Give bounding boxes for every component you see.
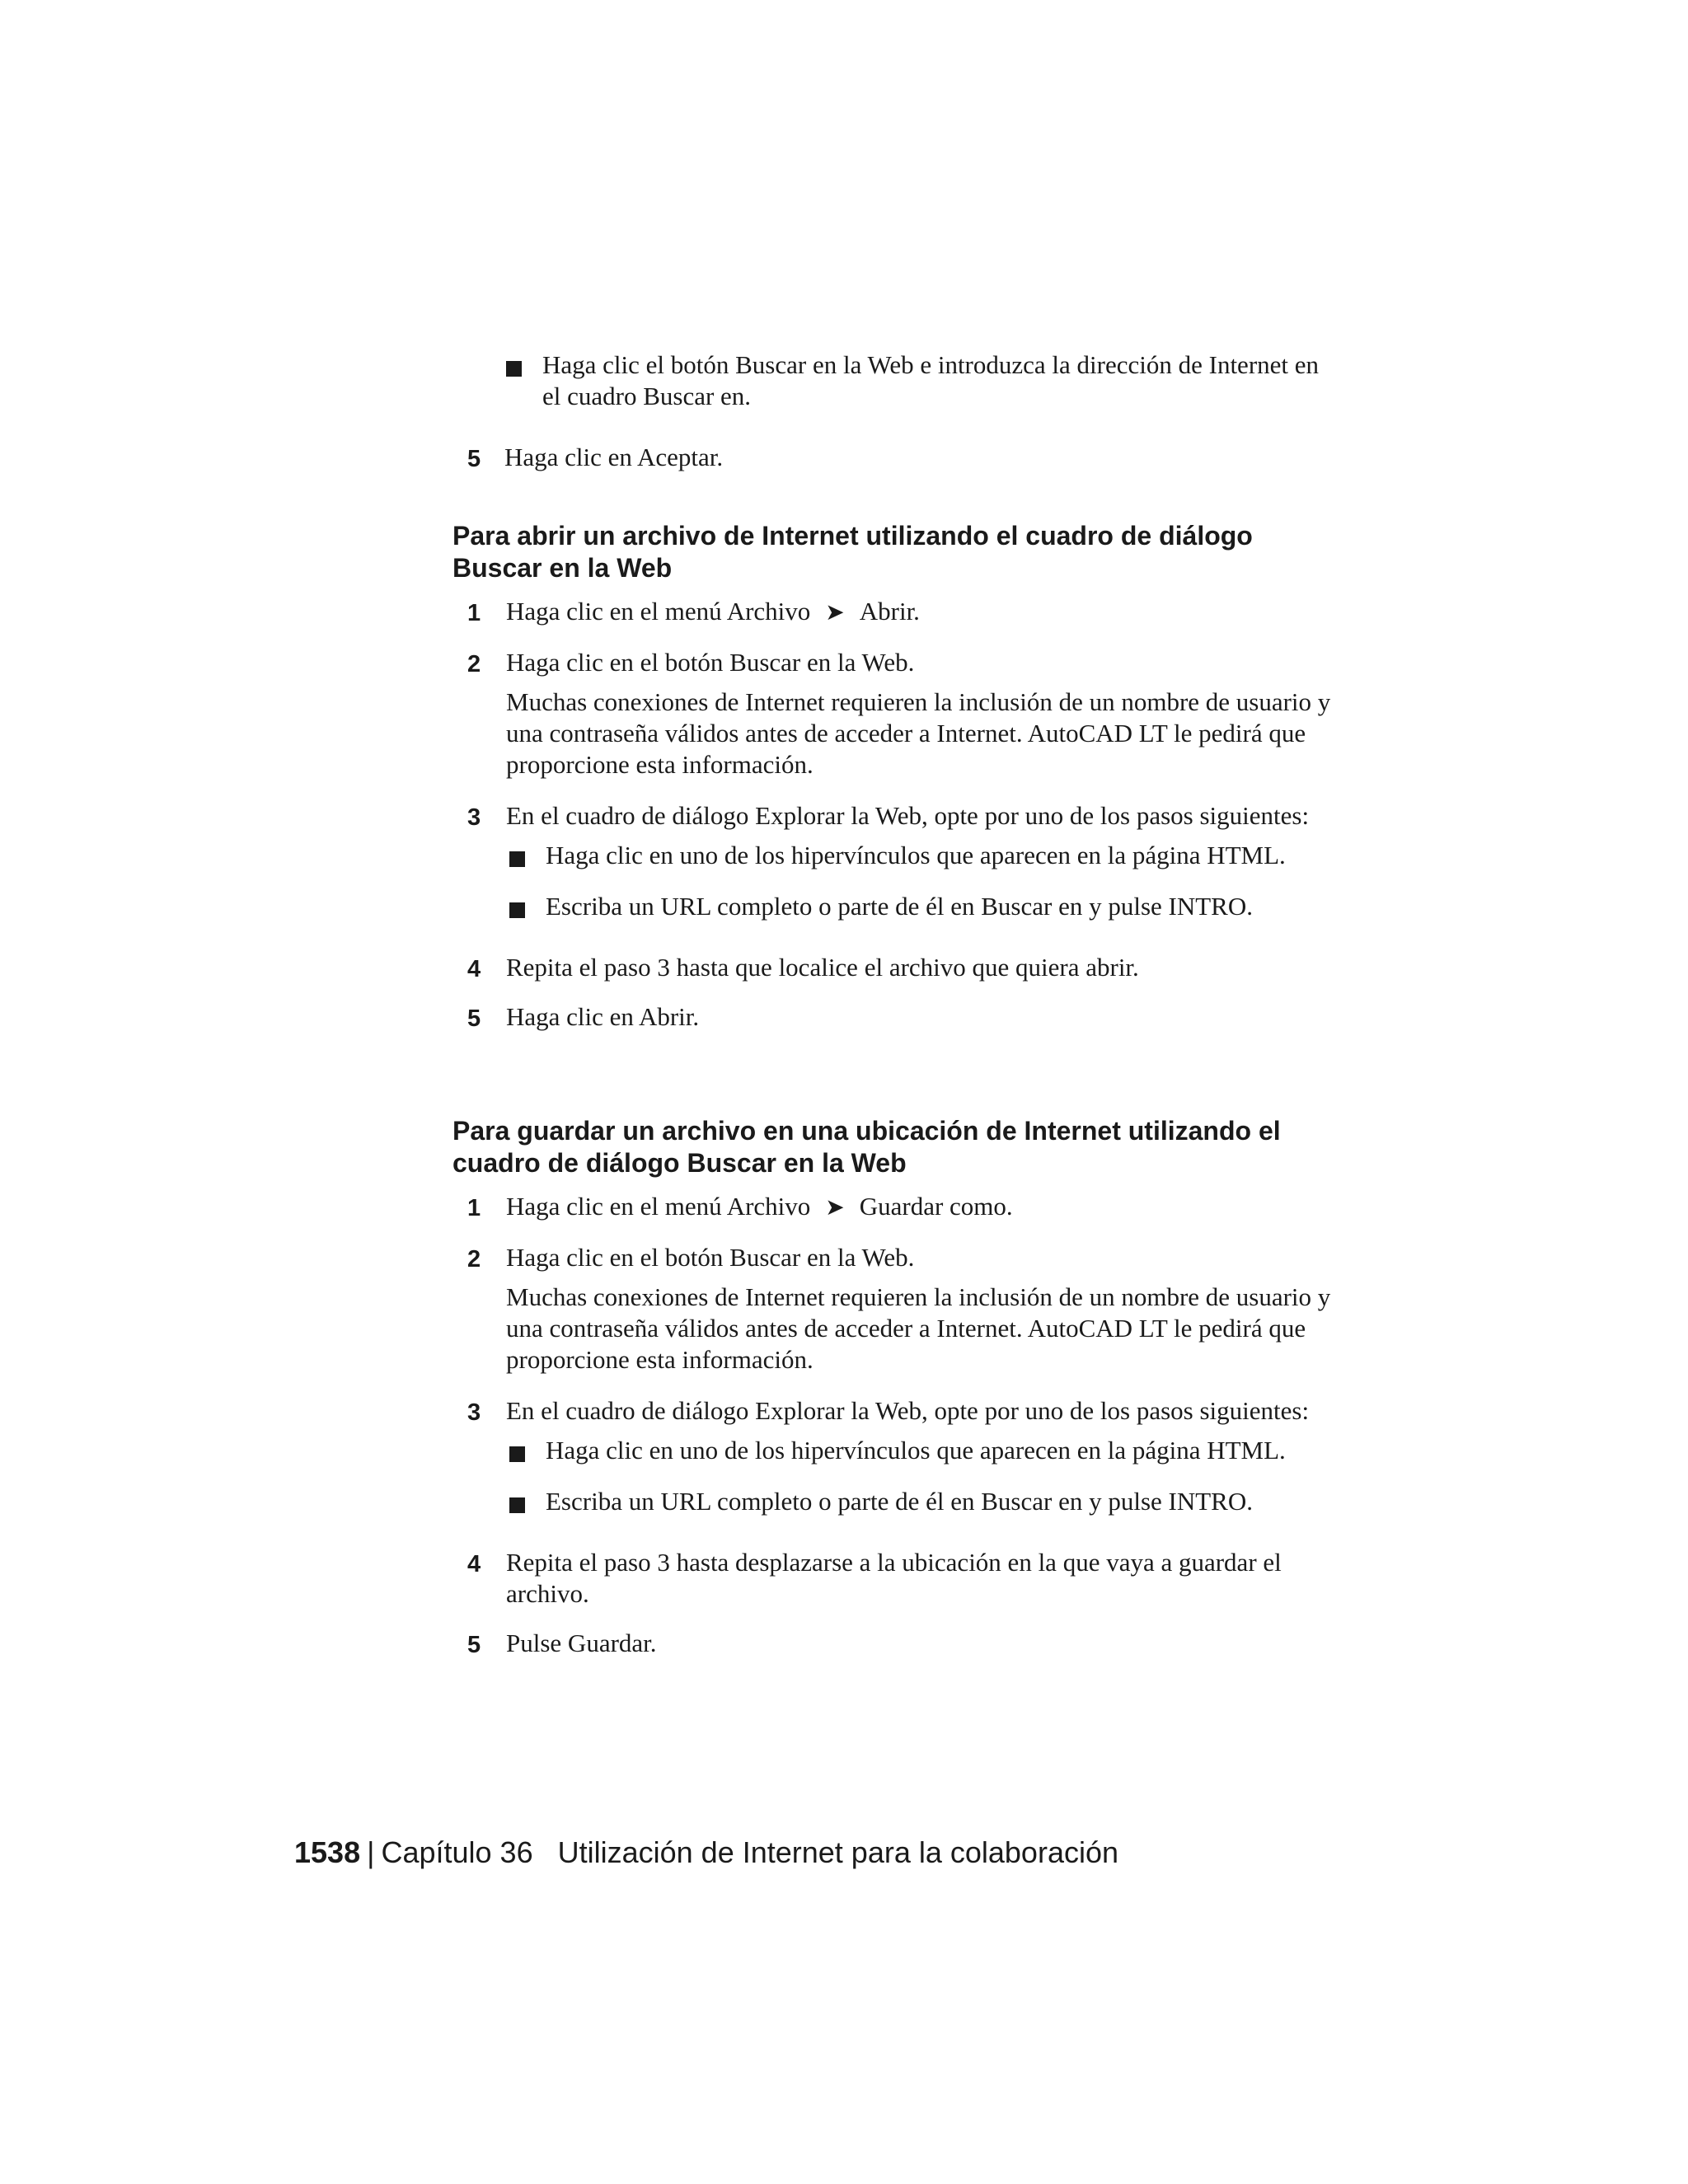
bullet-text: Escriba un URL completo o parte de él en Buscar en y pulse INTRO. bbox=[546, 1487, 1253, 1516]
page-footer bbox=[294, 1835, 1118, 1871]
step-text: Haga clic en Abrir. bbox=[506, 1002, 700, 1031]
square-bullet-icon bbox=[509, 1446, 525, 1462]
footer-separator: | bbox=[367, 1835, 375, 1869]
menu-arrow-icon: ➤ bbox=[825, 1195, 845, 1221]
step-item bbox=[467, 800, 1343, 832]
bullet-item bbox=[506, 1486, 1343, 1517]
step-note: Muchas conexiones de Internet requieren la inclusión de un nombre de usuario y una contraseña válidos antes de acceder a Internet. AutoCAD LT le pedirá que proporcione esta información. bbox=[506, 1282, 1331, 1374]
step-text: Haga clic en el botón Buscar en la Web. bbox=[506, 648, 915, 677]
square-bullet-icon bbox=[509, 851, 525, 867]
bullet-text: Haga clic en uno de los hipervínculos que aparecen en la página HTML. bbox=[546, 841, 1286, 869]
step-text: Repita el paso 3 hasta que localice el archivo que quiera abrir. bbox=[506, 953, 1139, 982]
bullet-text: Escriba un URL completo o parte de él en Buscar en y pulse INTRO. bbox=[546, 892, 1253, 921]
bullet-item bbox=[506, 891, 1343, 922]
step-item bbox=[467, 952, 1343, 983]
square-bullet-icon bbox=[509, 1497, 525, 1513]
open-file-section bbox=[452, 520, 1343, 1033]
step-text: Haga clic en el botón Buscar en la Web. bbox=[506, 1243, 915, 1272]
step-text: Abrir. bbox=[859, 597, 920, 626]
square-bullet-icon bbox=[506, 361, 522, 377]
step-number: 5 bbox=[467, 1005, 481, 1032]
step-number: 5 bbox=[467, 1632, 481, 1658]
bullet-item bbox=[503, 349, 1335, 412]
step-item bbox=[467, 596, 1343, 629]
chapter-label: Capítulo 36 bbox=[381, 1835, 533, 1869]
bullet-text: Haga clic en uno de los hipervínculos que aparecen en la página HTML. bbox=[546, 1436, 1286, 1465]
step-text: Haga clic en el menú Archivo bbox=[506, 1192, 811, 1221]
step-text: En el cuadro de diálogo Explorar la Web, opte por uno de los pasos siguientes: bbox=[506, 801, 1310, 830]
step-note: Muchas conexiones de Internet requieren la inclusión de un nombre de usuario y una contraseña válidos antes de acceder a Internet. AutoCAD LT le pedirá que proporcione esta información. bbox=[506, 687, 1331, 779]
step-number: 2 bbox=[467, 1246, 481, 1272]
step-text: Pulse Guardar. bbox=[506, 1629, 657, 1657]
step-number: 3 bbox=[467, 804, 481, 831]
step-item bbox=[467, 442, 723, 473]
save-file-section bbox=[452, 1115, 1343, 1659]
step-text: Haga clic en el menú Archivo bbox=[506, 597, 811, 626]
step-item bbox=[467, 647, 1343, 678]
bullet-item bbox=[506, 840, 1343, 871]
step-item bbox=[467, 1547, 1343, 1610]
step-item bbox=[467, 1395, 1343, 1427]
chapter-title: Utilización de Internet para la colaboración bbox=[557, 1835, 1119, 1869]
step-number: 5 bbox=[467, 446, 481, 472]
step-number: 1 bbox=[467, 1195, 481, 1221]
step-item bbox=[467, 1191, 1343, 1224]
step-text: Guardar como. bbox=[859, 1192, 1013, 1221]
step-number: 3 bbox=[467, 1399, 481, 1426]
bullet-item bbox=[506, 1435, 1343, 1466]
step-text: Haga clic en Aceptar. bbox=[504, 443, 724, 471]
step-number: 1 bbox=[467, 600, 481, 626]
step-item bbox=[467, 1628, 1343, 1659]
step-item bbox=[467, 1242, 1343, 1273]
step-number: 4 bbox=[467, 956, 481, 982]
step-number: 2 bbox=[467, 651, 481, 677]
step-text: Repita el paso 3 hasta desplazarse a la ubicación en la que vaya a guardar el archivo. bbox=[506, 1548, 1282, 1608]
section-heading: Para abrir un archivo de Internet utilizando el cuadro de diálogo Buscar en la Web bbox=[452, 521, 1253, 583]
step-number: 4 bbox=[467, 1551, 481, 1577]
page-number: 1538 bbox=[294, 1835, 361, 1869]
bullet-text: Haga clic el botón Buscar en la Web e introduzca la dirección de Internet en el cuadro Buscar en. bbox=[542, 350, 1320, 410]
continuation-block bbox=[503, 349, 1335, 412]
section-heading: Para guardar un archivo en una ubicación de Internet utilizando el cuadro de diálogo Buscar en la Web bbox=[452, 1116, 1281, 1178]
step-text: En el cuadro de diálogo Explorar la Web, opte por uno de los pasos siguientes: bbox=[506, 1396, 1310, 1425]
step-item bbox=[467, 1001, 1343, 1033]
menu-arrow-icon: ➤ bbox=[825, 600, 845, 626]
square-bullet-icon bbox=[509, 902, 525, 918]
